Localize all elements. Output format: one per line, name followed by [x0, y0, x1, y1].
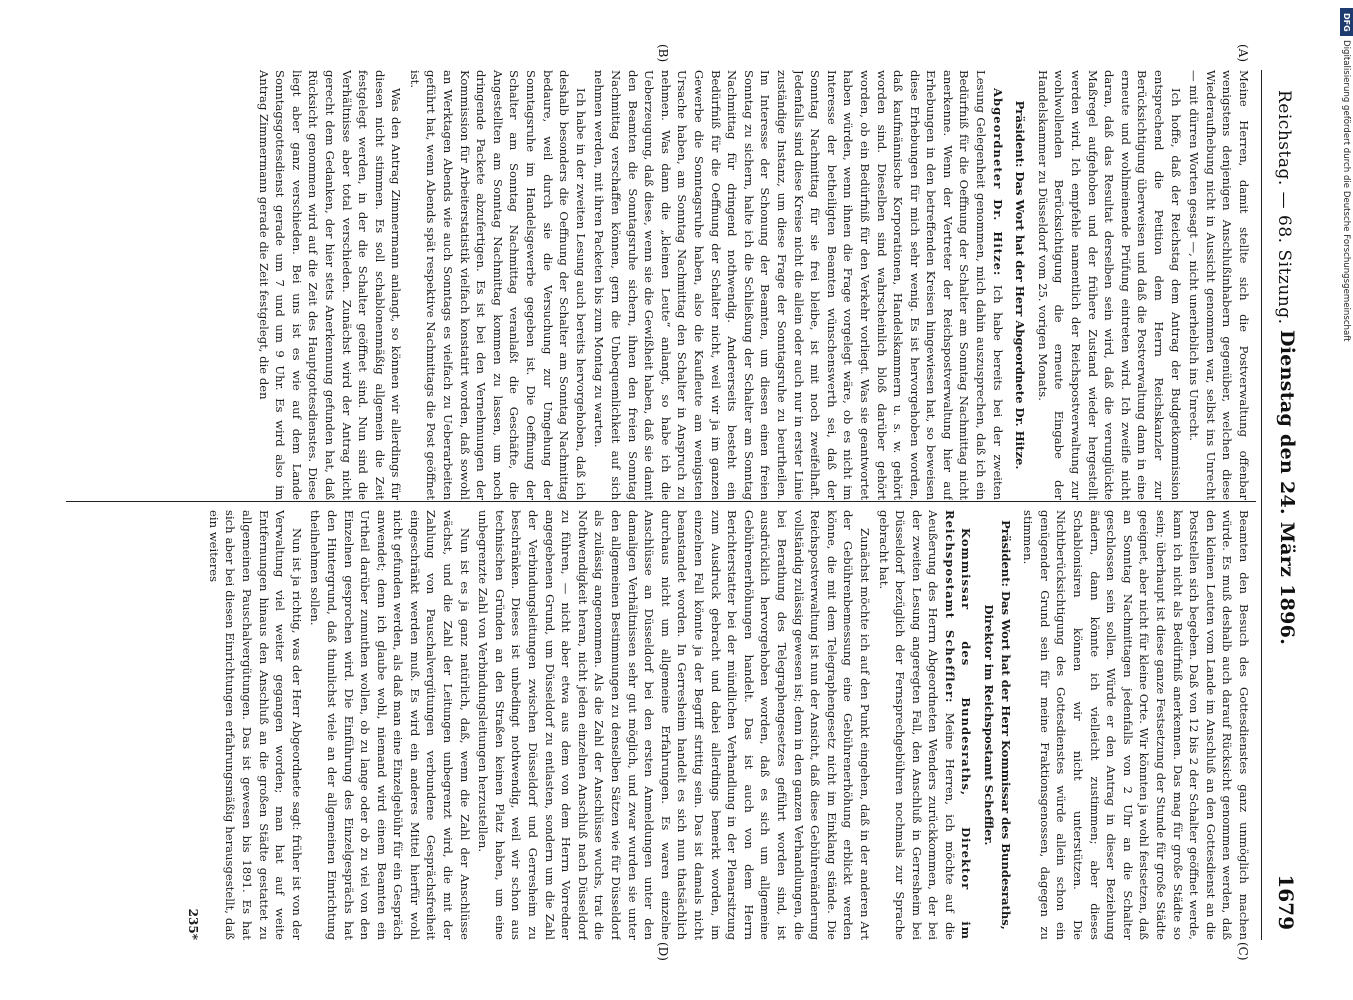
page-header	[1260, 30, 1310, 970]
paragraph	[255, 70, 404, 500]
paragraph	[205, 510, 305, 940]
header-page-number: 1679	[1274, 874, 1298, 930]
paragraph-text: Meine Herren, ich möchte auf die Aeußerung des Herrn Abgeordneten Wenders zurückkommen, der bei der zweiten Lesung angeregten Fall, den Anschluß in Gerresheim bei Düsseldorf bezüglich der Fernsprechgebühren nochmals zur Sprache gebracht hat.	[876, 510, 957, 940]
right-column	[72, 510, 1252, 940]
funding-caption: Digitalisierung gefördert durch die Deutsche Forschungsgemeinschaft	[1341, 40, 1351, 342]
paragraph-text: Ich hoffe, daß der Reichstag dem Antrag der Budgetkommission entsprechend die Petition dem Herrn Reichskanzler zur Berücksichtigung überweisen und daß die Postverwaltung dann in eine erneute und wohlmeinende Prüfung eintreten wird. Ich zweifle nicht daran, daß das Resultat derselben sein wird, daß die verunglückte Maßregel aufgehoben und der frühere Zustand wieder hergestellt werden wird. Ich empfehle namentlich der Reichspostverwaltung zur wohlwollenden Berücksichtigung die erneute Eingabe der Handelskammer zu Düsseldorf vom 25. vorigen Monats.	[1035, 70, 1183, 500]
speaker-name: Kommissar des Bundesraths, Direktor im Reichspostamt Scheffler:	[942, 510, 974, 940]
paragraph-text: Beamten den Besuch des Gottesdienstes ganz unmöglich machen würde. Es muß deshalb auch darauf Rücksicht genommen werden, daß den kleinen Leuten vom Lande im Anschluß an den Gottesdienst an die Poststellen sich begeben. Daß von 12 bis 2 der Schalter geöffnet werde, kann ich nicht als Bedürfniß anerkennen. Das mag für große Städte so sein; überhaupt ist diese ganze Festsetzung der Stunde für große Städte geeignet, aber nicht für kleine Orte. Wir könnten ja wohl festsetzen, daß an Sonntag Nachmittagen jedenfalls von 2 Uhr an die Schalter geschlossen sein sollen. Würde er den Antrag in dieser Beziehung ändern, dann könnte ich vielleicht zustimmen; aber dieses Schablonisiren können wir nicht unterstützen. Die Nichtberücksichtigung des Gottesdienstes würde allein schon ein genügender Grund sein für meine Fraktionsgenossen, dagegen zu stimmen.	[1021, 510, 1251, 940]
dfg-logo: DFG	[1340, 8, 1353, 36]
paragraph	[307, 510, 473, 940]
margin-mark-c: (C)	[1236, 942, 1250, 961]
paragraph-text: Ich habe in der zweiten Lesung auch bereits hervorgehoben, daß ich deshalb besonders die Oeffnung der Schalter am Sonntag Nachmittag bedaure, weil durch sie die Versuchung zur Umgehung der Sonntagsruhe im Handelsgewerbe gegeben ist. Die Oeffnung der Schalter am Sonntag Nachmittag veranlaßt die Geschäfte, die Angestellten am Sonntag Nachmittag kommen zu lassen, um noch dringende Packete abzufertigen. Es ist bei den Vernehmungen der Kommission für Arbeiterstatistik vielfach konstatirt worden, daß sowohl an Werktagen Abends wie auch Sonntags es vielfach zu Ueberarbeiten geführt hat, wenn Abends spät respektive Nachmittags die Post geöffnet ist.	[407, 70, 588, 500]
paragraph	[875, 510, 975, 940]
paragraph	[1186, 70, 1252, 500]
paragraph-text: Nun ist ja richtig, was der Herr Abgeordnete sagt: früher ist von der Verwaltung viel weiter gegangen worden; man hat auf weite Entfernungen hinaus den Anschluß an die großen Städte gestattet zu allgemeinen Pauschalvergütungen. Das ist gewesen bis 1891. Es hat sich aber bei diesen Einrichtungen erfahrungsmäßig herausgestellt, daß ein weiteres	[206, 510, 304, 940]
paragraph-text: Zunächst möchte ich auf den Punkt eingehen, daß in der anderen Art der Gebührenbemessung eine Gebührenerhöhung erblickt werden könne, die mit dem Telegraphengesetz nicht im Einklang stände. Die Reichspostverwaltung ist nun der Ansicht, daß diese Gebührenänderung vollständig zulässig gewesen ist; denn in den ganzen Verhandlungen, die bei Berathung des Telegraphengesetzes geführt worden sind, ist ausdrücklich hervorgehoben worden, daß es sich um allgemeine Gebührenerhöhungen handelt. Das ist auch von dem Herrn Berichterstatter bei der mündlichen Verhandlung in der Plenarsitzung zum Ausdruck gebracht und dabei allerdings bemerkt worden, im einzelnen Fall könnte ja der Begriff strittig sein. Das ist damals nicht beanstandet worden. In Gerresheim handelt es sich nun thatsächlich durchaus nicht um allgemeine Erfahrungen. Es waren einzelne Anschlüsse an Düsseldorf bei den ersten Anmeldungen unter den damaligen Verhältnissen sehr gut möglich, und zwar wurden sie unter den allgemeinen Bestimmungen zu denselben Sätzen wie für Düsseldorf als zulässig angenommen. Als die Zahl der Anschlüsse wuchs, trat die Nothwendigkeit heran, nicht jeden einzelnen Anschluß nach Düsseldorf zu führen, — nicht aber etwa aus dem von dem Herrn Vorredner angegebenen Grund, um Düsseldorf zu entlasten, sondern um die Zahl der Verbindungsleitungen zwischen Düsseldorf und Gerresheim zu beschränken. Dieses ist unbedingt nothwendig, weil wir schon aus technischen Gründen an den Straßen keinen Platz haben, um eine unbegrenzte Zahl von Verbindungsleitungen herzustellen.	[476, 510, 872, 940]
paragraph	[475, 510, 873, 940]
left-column	[72, 70, 1252, 500]
paragraph-text: Ich habe bereits bei der zweiten Lesung Gelegenheit genommen, mich dahin auszusprechen, daß ich ein Bedürfniß für die Oeffnung der Schalter am Sonntag Nachmittag nicht anerkenne. Wenn der Vertreter der Reichspostverwaltung hier auf Erhebungen in den betreffenden Kreisen hingewiesen hat, so beweisen diese Erhebungen für mich sehr wenig. Es ist hervorgehoben worden, daß kaufmännische Korporationen, Handelskammern u. s. w. gehört worden sind. Dieselben sind wahrscheinlich bloß darüber gehört worden, ob ein Bedürfniß für den Verkehr vorliegt. Was sie geantwortet haben würden, wenn ihnen die Frage vorgelegt wäre, ob es nicht im Interesse der betheiligten Beamten wünschenswerth sei, daß der Sonntag Nachmittag für sie frei bleibe, ist mit noch zweifelhaft. Jedenfalls sind diese Kreise nicht die allein oder auch nur in erster Linie zuständige Instanz, um diese Frage der Sonntagsruhe zu beurtheilen. Im Interesse der Schonung der Beamten, um diesen einen freien Sonntag zu sichern, halte ich die Schließung der Schalter am Sonntag Nachmittag für dringend nothwendig. Andererseits besteht ein Bedürfniß für die Oeffnung der Schalter nicht, weil wir ja im ganzen Gewerbe die Sonntagsruhe haben, also die Kaufleute am wenigsten Ursache haben, am Sonntag Nachmittag den Schalter in Anspruch zu nehmen. Was dann die „kleinen Leute“ anlangt, so habe ich die Ueberzeugung, daß diese, wenn sie die Gewißheit haben, daß sie damit den Beamten die Sonntagsruhe sichern, ihnen den freien Sonntag Nachmittag verschaffen können, gern die Unbequemlichkeit auf sich nehmen werden, mit ihren Packeten bis zum Montag zu warten.	[592, 70, 1005, 500]
paragraph	[406, 70, 589, 500]
margin-mark-b: (B)	[656, 44, 670, 63]
column-rule	[66, 501, 1256, 502]
document-page	[50, 30, 1310, 970]
speaker-name: Abgeordneter Dr. Hitze:	[990, 88, 1005, 277]
margin-mark-d: (D)	[656, 942, 670, 961]
header-rule	[1261, 70, 1262, 940]
header-session: Reichstag. — 68. Sitzung.	[1274, 90, 1294, 325]
paragraph	[1034, 70, 1183, 500]
paragraph	[591, 70, 1006, 500]
margin-mark-a: (A)	[1236, 44, 1250, 63]
paragraph-text: Meine Herren, damit stellte sich die Postverwaltung offenbar wenigstens denjenigen Anschlußinhabern gegenüber, welchen diese Wiederaufhebung nicht in Aussicht genommen war, selbst ins Unrecht — mit dürren Worten gesagt —, nicht unerheblich ins Unrecht.	[1187, 70, 1251, 500]
paragraph-text: Was den Antrag Zimmermann anlangt, so können wir allerdings für diesen nicht stimmen. Es soll schablonenmäßig allgemein die Zeit festgelegt werden, in der die Schalter geöffnet sind. Nun sind die Verhältnisse aber total verschieden. Zunächst wird der Antrag nicht gerecht dem Gedanken, der hier stets Anerkennung gefunden hat, daß Rücksicht genommen wird auf die Zeit des Hauptgottesdienstes. Diese liegt aber ganz verschieden. Bei uns ist es wie auf dem Lande Sonntagsgottesdienst gerade um 7 und um 9 Uhr. Es wird also im Antrag Zimmermann gerade die Zeit festgelegt, die den	[256, 70, 404, 500]
speaker-announcement: Präsident: Das Wort hat der Herr Abgeordnete Dr. Hitze.	[1013, 100, 1028, 470]
speaker-announcement: Präsident: Das Wort hat der Herr Kommissar des Bundesraths, Direktor im Reichspostamt Scheffler.	[982, 520, 1013, 930]
paragraph-text: Nun ist es ja ganz natürlich, daß, wenn die Zahl der Anschlüsse wächst, und die Zahl der Leitungen unbegrenzt wird, die mit der Zahlung von Pauschalvergütungen verbundene Gesprächsfreiheit eingeschränkt werden muß. Es wird ein anderes Mittel hierfür wohl nicht gefunden werden, als daß man eine Einzelgebühr für ein Gespräch anwendet; denn ich glaube wohl, niemand wird einem Beamten ein Urtheil darüber zumuthen wollen, ob zu lange oder ob zu viel von den Einzelnen gesprochen wird. Die Einführung des Einzelgesprächs hat den Hintergrund, daß thunlichst viele an der allgemeinen Einrichtung theilnehmen sollen.	[308, 510, 472, 940]
header-date: Dienstag den 24. März 1896.	[1276, 330, 1298, 646]
paragraph	[1020, 510, 1252, 940]
signature-mark: 235*	[186, 908, 201, 940]
